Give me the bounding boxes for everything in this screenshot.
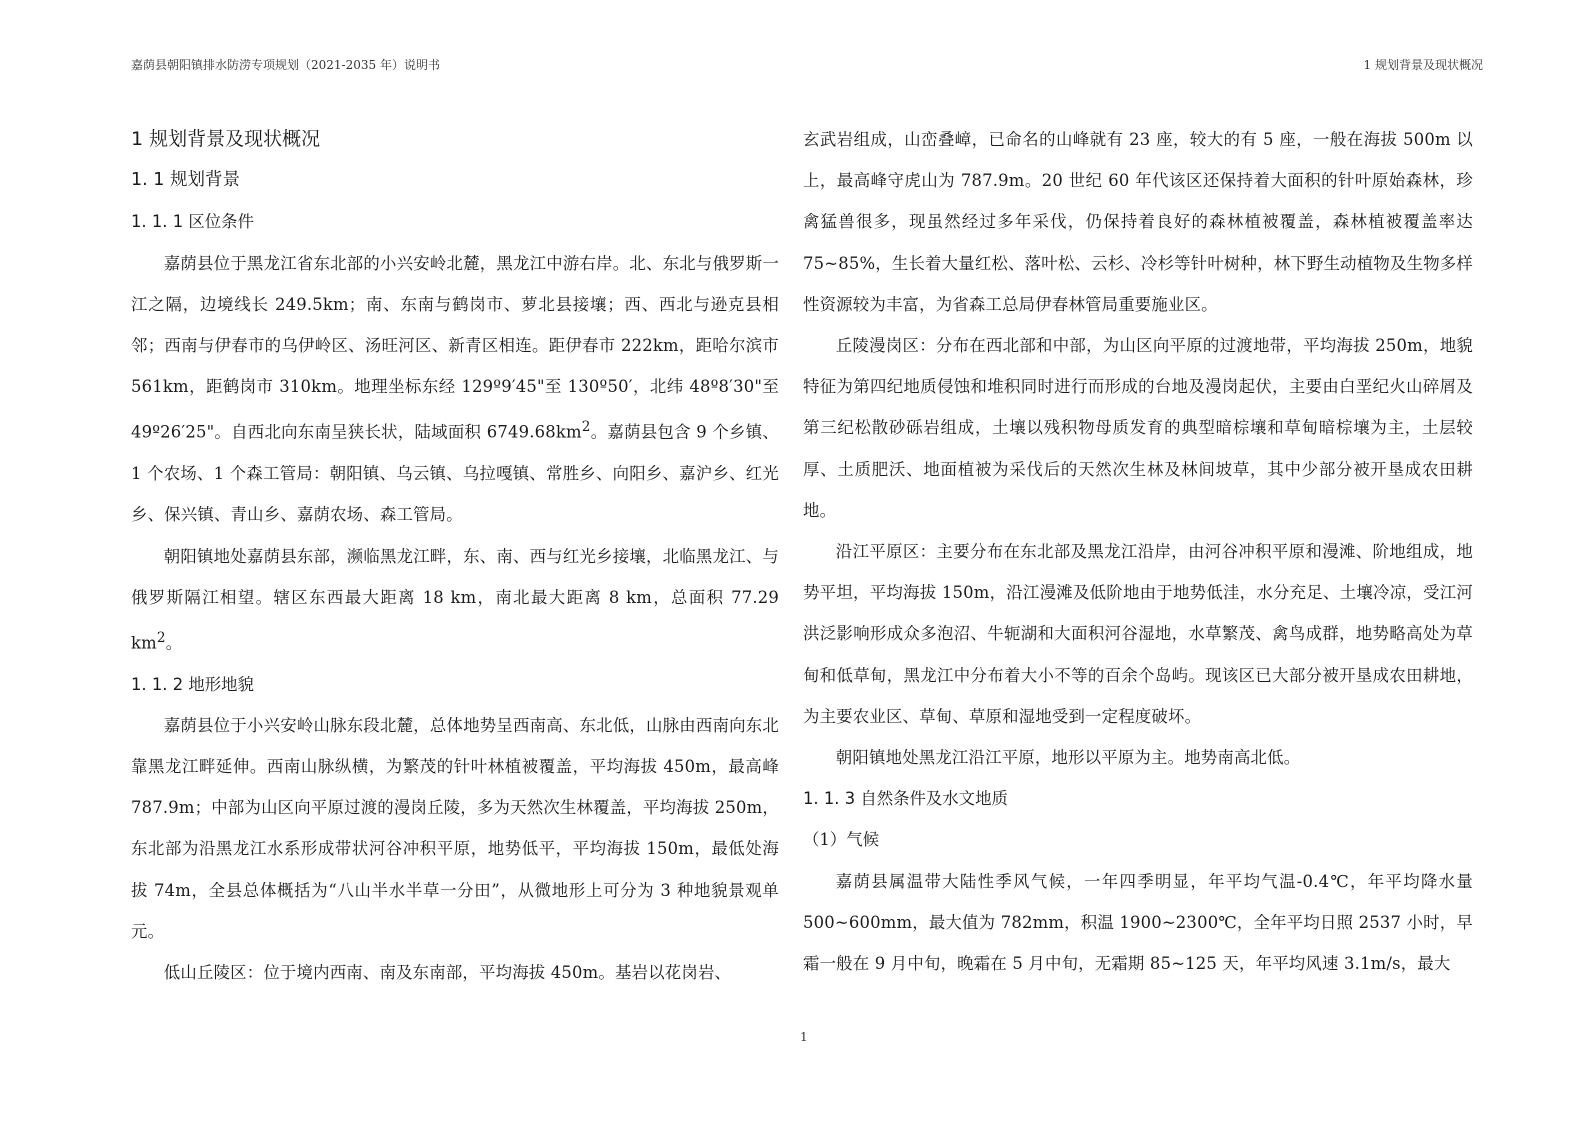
paragraph-location-town bbox=[131, 536, 779, 664]
paragraph-text: 朝阳镇地处嘉荫县东部，濒临黑龙江畔，东、南、西与红光乡接壤，北临黑龙江、与俄罗斯隔江相望。辖区东西最大距离 18 km，南北最大距离 8 km，总面积 77.29 km bbox=[131, 546, 779, 653]
paragraph-low-hills-continued: 玄武岩组成，山峦叠嶂，已命名的山峰就有 23 座，较大的有 5 座，一般在海拔 500m 以上，最高峰守虎山为 787.9m。20 世纪 60 年代该区还保持着大面积的针叶原始森林，珍禽猛兽很多，现虽然经过多年采伐，仍保持着良好的森林植被覆盖，森林植被覆盖率达 75~85%，生长着大量红松、落叶松、云杉、冷杉等针叶树种，林下野生动植物及生物多样性资源较为丰富，为省森工总局伊春林管局重要施业区。 bbox=[803, 130, 1473, 314]
section-heading: 1. 1 规划背景 bbox=[131, 170, 240, 191]
item-heading-climate: （1）气候 bbox=[803, 830, 879, 850]
left-column bbox=[131, 119, 779, 993]
subsection-heading-terrain: 1. 1. 2 地形地貌 bbox=[131, 674, 254, 694]
paragraph-text-tail: 。嘉荫县包含 9 个乡镇、1 个农场、1 个森工管局：朝阳镇、乌云镇、乌拉嘎镇、常胜乡、向阳乡、嘉沪乡、红光乡、保兴镇、青山乡、嘉荫农场、森工管局。 bbox=[131, 422, 779, 525]
superscript: 2 bbox=[581, 419, 591, 436]
paragraph-text-tail: 。 bbox=[165, 633, 183, 653]
page-number: 1 bbox=[800, 1030, 808, 1044]
running-header-title: 嘉荫县朝阳镇排水防涝专项规划（2021-2035 年）说明书 bbox=[131, 58, 440, 72]
superscript: 2 bbox=[156, 629, 166, 646]
paragraph-low-hills: 低山丘陵区：位于境内西南、南及东南部，平均海拔 450m。基岩以花岗岩、 bbox=[163, 963, 732, 982]
chapter-heading: 1 规划背景及现状概况 bbox=[131, 128, 321, 150]
paragraph-climate: 嘉荫县属温带大陆性季风气候，一年四季明显，年平均气温-0.4℃，年平均降水量 500~600mm，最大值为 782mm，积温 1900~2300℃，全年平均日照 2537 小时，早霜一般在 9 月中旬，晚霜在 5 月中旬，无霜期 85~125 天，年平均风速 3.1m/s，最大 bbox=[803, 871, 1473, 974]
running-header-chapter: 1 规划背景及现状概况 bbox=[1363, 58, 1483, 72]
paragraph-text: 嘉荫县位于黑龙江省东北部的小兴安岭北麓，黑龙江中游右岸。北、东北与俄罗斯一江之隔，边境线长 249.5km；南、东南与鹤岗市、萝北县接壤；西、西北与逊克县相邻；西南与伊春市的乌伊岭区、汤旺河区、新青区相连。距伊春市 222km，距哈尔滨市 561km，距鹤岗市 310km。地理坐标东经 129º9′45"至 130º50′，北纬 48º8′30"至 49º26′25"。自西北向东南呈狭长状，陆域面积 6749.68km bbox=[131, 253, 779, 442]
paragraph-terrain-overview: 嘉荫县位于小兴安岭山脉东段北麓，总体地势呈西南高、东北低，山脉由西南向东北靠黑龙江畔延伸。西南山脉纵横，为繁茂的针叶林植被覆盖，平均海拔 450m，最高峰 787.9m；中部为山区向平原过渡的漫岗丘陵，多为天然次生林覆盖，平均海拔 250m，东北部为沿黑龙江水系形成带状河谷冲积平原，地势低平，平均海拔 150m，最低处海拔 74m，全县总体概括为“八山半水半草一分田”，从微地形上可分为 3 种地貌景观单元。 bbox=[131, 715, 779, 941]
right-column bbox=[803, 119, 1473, 984]
paragraph-town-terrain: 朝阳镇地处黑龙江沿江平原，地形以平原为主。地势南高北低。 bbox=[835, 748, 1301, 768]
paragraph-rolling-hills: 丘陵漫岗区：分布在西北部和中部，为山区向平原的过渡地带，平均海拔 250m，地貌特征为第四纪地质侵蚀和堆积同时进行而形成的台地及漫岗起伏，主要由白垩纪火山碎屑及第三纪松散砂砾岩组成，土壤以残积物母质发育的典型暗棕壤和草甸暗棕壤为主，土层较厚、土质肥沃、地面植被为采伐后的天然次生林及林间坡草，其中少部分被开垦成农田耕地。 bbox=[803, 336, 1473, 520]
subsection-heading-nature: 1. 1. 3 自然条件及水文地质 bbox=[803, 789, 1008, 809]
paragraph-location-county bbox=[131, 243, 779, 536]
paragraph-riverside-plain: 沿江平原区：主要分布在东北部及黑龙江沿岸，由河谷冲积平原和漫滩、阶地组成，地势平坦，平均海拔 150m，沿江漫滩及低阶地由于地势低洼，水分充足、土壤冷凉，受江河洪泛影响形成众多泡沼、牛轭湖和大面积河谷湿地，水草繁茂、禽鸟成群，地势略高处为草甸和低草甸，黑龙江中分布着大小不等的百余个岛屿。现该区已大部分被开垦成农田耕地，为主要农业区、草甸、草原和湿地受到一定程度破坏。 bbox=[803, 542, 1473, 726]
subsection-heading-location: 1. 1. 1 区位条件 bbox=[131, 212, 254, 232]
